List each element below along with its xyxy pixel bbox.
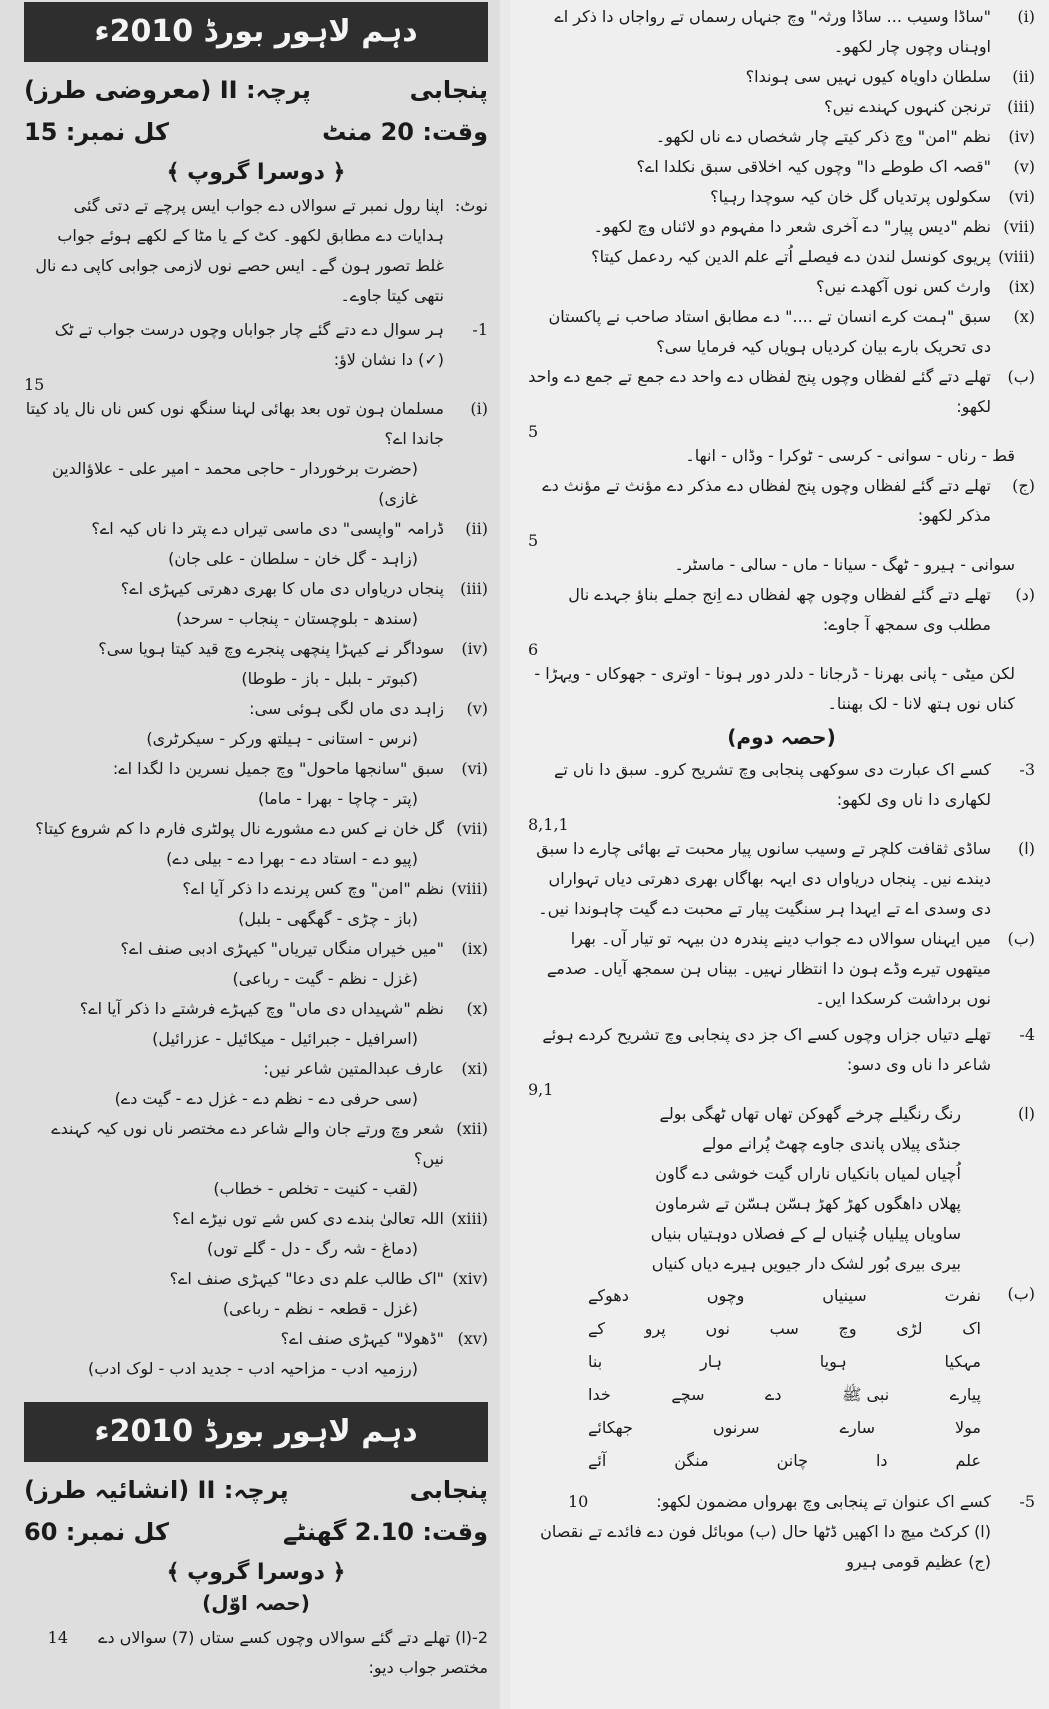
question-number: (xv) [457, 1329, 488, 1348]
total-marks-2: کل نمبر: 60 [24, 1518, 169, 1546]
mcq-question [24, 574, 488, 604]
answer-options: (پتر - چاچا - بھرا - ماما) [258, 789, 418, 808]
total-marks: کل نمبر: 15 [24, 118, 169, 146]
q2-marks: 14 [47, 1628, 68, 1647]
question-number: (ii) [465, 519, 488, 538]
short-question [528, 212, 1035, 242]
poem-word: نفرت [944, 1286, 981, 1305]
question-text: سوداگر نے کیہڑا پنچھی پنجرے وچ قید کیتا ہویا سی؟ [98, 639, 444, 658]
poem-line [528, 1411, 991, 1444]
poem-word: دے [765, 1385, 782, 1404]
part-b-words: قط - رناں - سوانی - کرسی - ٹوکرا - وڈاں - انھا۔ [685, 446, 1015, 465]
question-text: اللہ تعالیٰ بندے دی کس شے توں نیڑے اے؟ [172, 1209, 444, 1228]
question-number: (vii) [456, 819, 488, 838]
mcq-list [24, 394, 488, 1384]
question-text: نظم "امن" وچ ذکر کیتے چار شخصاں دے ناں لکھو۔ [655, 127, 991, 146]
subject-2: پنجابی [409, 1476, 488, 1504]
mcq-question [24, 694, 488, 724]
poem-word: سب [769, 1319, 799, 1338]
poem-line: ساویاں پیلیاں چُنیاں لے کے فصلاں دوہتیاں بنیاں [650, 1224, 961, 1243]
short-question [528, 242, 1035, 272]
poem-line [528, 1312, 991, 1345]
q3b-number: (ب) [1007, 929, 1035, 948]
poem-word: پرو [644, 1319, 666, 1338]
question-text: گل خان نے کس دے مشورے نال پولٹری فارم دا کم شروع کیتا؟ [35, 819, 444, 838]
poem-word: سینیاں [822, 1286, 867, 1305]
part-c-text: تھلے دتے گئے لفظاں وچوں پنج لفظاں دے مذکر دے مؤنث تے مؤنث دے مذکر لکھو: [542, 476, 991, 525]
question-text: نظم "شہیداں دی ماں" وچ کیہڑے فرشتے دا ذکر آیا اے؟ [79, 999, 444, 1018]
question-number: (xii) [456, 1119, 488, 1138]
answer-options: (کبوتر - بلبل - باز - طوطا) [241, 669, 418, 688]
answer-options: (حضرت برخوردار - حاجی محمد - امیر علی - علاؤالدین غازی) [51, 459, 418, 508]
note-text: اپنا رول نمبر تے سوالاں دے جواب ایس پرچے تے دتی گئی ہدایات دے مطابق لکھو۔ کٹ کے یا مٹا کے لکھے ہوئے جواب غلط تصور ہون گے۔ ایس حصے نوں لازمی جوابی کاپی دے نال نتھی کیتا جاوے۔ [35, 196, 444, 305]
q4b-poem [528, 1279, 991, 1477]
question-text: زاہد دی ماں لگی ہوئی سی: [249, 699, 444, 718]
poem-line [528, 1345, 991, 1378]
question-number: (vi) [1008, 187, 1035, 206]
group-heading-2: ﴿ دوسرا گروپ ﴾ [166, 1560, 346, 1585]
mcq-question [24, 994, 488, 1024]
q2-text: 2-(ا) تھلے دتے گئے سوالاں وچوں کسے ستاں (7) سوالاں دے مختصر جواب دیو: [98, 1628, 488, 1677]
question-number: (i) [1017, 7, 1035, 26]
q1-number: -1 [472, 320, 488, 339]
paper-type: پرچہ: II (معروضی طرز) [24, 76, 311, 104]
note-label: نوٹ: [454, 196, 488, 215]
short-question [528, 152, 1035, 182]
part-c-marks: 5 [528, 531, 539, 550]
answer-options: (باز - چڑی - گھگھی - بلبل) [238, 909, 418, 928]
question-text: "میں خیراں منگاں تیریاں" کیہڑی ادبی صنف اے؟ [120, 939, 444, 958]
mcq-question [24, 754, 488, 784]
poem-word: سارے [839, 1418, 875, 1437]
short-question [528, 302, 1035, 362]
question-text: "ساڈا وسیب ... ساڈا ورثہ" وچ جنہاں رسماں تے رواجاں دا ذکر اے اوہناں وچوں چار لکھو۔ [554, 7, 991, 56]
poem-line: پھلاں داھگوں کھڑ کھڑ ہسّن ہسّن تے شرماون [655, 1194, 961, 1213]
right-column [510, 0, 1049, 1709]
question-text: "اک طالب علم دی دعا" کیہڑی صنف اے؟ [169, 1269, 444, 1288]
poem-word: پیارے [949, 1385, 981, 1404]
short-question [528, 2, 1035, 62]
question-text: سلطان داویاہ کیوں نہیں سی ہوندا؟ [745, 67, 991, 86]
question-number: (ix) [1008, 277, 1035, 296]
mcq-question [24, 1204, 488, 1234]
mcq-question [24, 874, 488, 904]
poem-word: چانن [776, 1451, 809, 1470]
part-b-number: (ب) [1007, 367, 1035, 386]
poem-word: مولا [955, 1418, 981, 1437]
question-text: شعر وچ ورتے جان والے شاعر دے مختصر ناں نوں کیہ کہندے نیں؟ [51, 1119, 444, 1168]
section-two-heading: (حصہ دوم) [727, 725, 836, 749]
time-allowed: وقت: 20 منٹ [322, 118, 488, 146]
poem-word: علم [955, 1451, 981, 1470]
answer-options: (لقب - کنیت - تخلص - خطاب) [213, 1179, 418, 1198]
q4a-number: (ا) [1018, 1104, 1035, 1123]
q5-marks: 10 [568, 1492, 589, 1511]
question-text: ڈرامہ "واپسی" دی ماسی تیراں دے پتر دا ناں کیہ اے؟ [91, 519, 444, 538]
answer-options: (اسرافیل - جبرائیل - میکائیل - عزرائیل) [152, 1029, 418, 1048]
poem-word: خدا [588, 1385, 611, 1404]
mcq-question [24, 814, 488, 844]
question-number: (viii) [998, 247, 1035, 266]
question-text: وارث کس نوں آکھدے نیں؟ [816, 277, 991, 296]
question-number: (x) [466, 999, 488, 1018]
paper-type-2: پرچہ: II (انشائیہ طرز) [24, 1476, 289, 1504]
poem-word: مہکیا [944, 1352, 981, 1371]
question-number: (i) [470, 399, 488, 418]
q3a-number: (ا) [1018, 839, 1035, 858]
question-number: (ii) [1012, 67, 1035, 86]
question-number: (ix) [461, 939, 488, 958]
poem-word: دا [875, 1451, 888, 1470]
answer-options: (نرس - استانی - ہیلتھ ورکر - سیکرٹری) [146, 729, 418, 748]
poem-line [528, 1378, 991, 1411]
answer-options: (غزل - قطعہ - نظم - رباعی) [222, 1299, 418, 1318]
short-question [528, 92, 1035, 122]
q1-marks: 15 [24, 375, 45, 394]
short-question-list [528, 2, 1035, 362]
short-question [528, 272, 1035, 302]
q5-number: -5 [1019, 1492, 1035, 1511]
part-c-number: (ج) [1012, 476, 1035, 495]
poem-line: جنڈی پیلاں پاندی جاوے چھٹ پُرانے مولے [702, 1134, 961, 1153]
q4-marks: 9,1 [528, 1080, 554, 1099]
answer-options: (سندھ - بلوچستان - پنجاب - سرحد) [176, 609, 418, 628]
part-b-text: تھلے دتے گئے لفظاں وچوں پنج لفظاں دے واحد دے جمع تے جمع دے واحد لکھو: [528, 367, 991, 416]
q1-text: ہر سوال دے دتے گئے چار جواباں وچوں درست جواب تے ٹک (✓) دا نشان لاؤ: [54, 320, 444, 369]
question-number: (iv) [1008, 127, 1035, 146]
question-text: پنجاں دریاواں دی ماں کا بھری دھرتی کیہڑی اے؟ [120, 579, 444, 598]
question-text: نظم "دیس پیار" دے آخری شعر دا مفہوم دو لائناں وچ لکھو۔ [593, 217, 991, 236]
q3-number: -3 [1019, 760, 1035, 779]
question-text: سبق "سانجھا ماحول" وچ جمیل نسرین دا لگدا اے: [112, 759, 444, 778]
question-number: (iii) [1007, 97, 1035, 116]
poem-word: نوں [705, 1319, 730, 1338]
poem-line [528, 1279, 991, 1312]
answer-options: (رزمیہ ادب - مزاحیہ ادب - جدید ادب - لوک ادب) [88, 1359, 418, 1378]
answer-options: (دماغ - شہ رگ - دل - گلے توں) [207, 1239, 418, 1258]
poem-line [528, 1444, 991, 1477]
poem-line: اُچیاں لمیاں بانکیاں ناراں گیت خوشی دے گاون [655, 1164, 961, 1183]
poem-word: ہار [699, 1352, 722, 1371]
question-number: (v) [466, 699, 488, 718]
poem-word: اک [962, 1319, 981, 1338]
q3-marks: 8,1,1 [528, 815, 569, 834]
mcq-question [24, 634, 488, 664]
q4-number: -4 [1019, 1025, 1035, 1044]
question-number: (v) [1013, 157, 1035, 176]
poem-word: بنا [588, 1352, 603, 1371]
question-number: (iii) [460, 579, 488, 598]
left-column [0, 0, 500, 1709]
group-heading: ﴿ دوسرا گروپ ﴾ [166, 160, 346, 185]
question-text: پریوی کونسل لندن دے فیصلے اُتے علم الدین کیہ ردعمل کیتا؟ [591, 247, 991, 266]
question-text: سکولوں پرتدیاں گل خان کیہ سوچدا رہیا؟ [710, 187, 991, 206]
part-d-marks: 6 [528, 640, 539, 659]
part-b-marks: 5 [528, 422, 539, 441]
question-number: (viii) [451, 879, 488, 898]
mcq-question [24, 1054, 488, 1084]
answer-options: (زاہد - گل خان - سلطان - علی جان) [168, 549, 418, 568]
question-text: "قصہ اک طوطے دا" وچوں کیہ اخلاقی سبق نکلدا اے؟ [636, 157, 991, 176]
q3a-passage: ساڈی ثقافت کلچر تے وسیب سانوں پیار محبت تے بھائی چارے دا سبق دیندے نیں۔ پنجاں دریاواں دی ایہہ بھاگاں بھری دھرتی دیاں تہواراں دی وسدی اے تے ایہدا ہر سنگیت پیار تے محبت دے گیت چاہوندا نیں۔ [536, 839, 991, 918]
mcq-question [24, 934, 488, 964]
board-banner: دہم لاہور بورڈ 2010ء [24, 2, 488, 62]
q3-text: کسے اک عبارت دی سوکھی پنجابی وچ تشریح کرو۔ سبق دا ناں تے لکھاری دا ناں وی لکھو: [553, 760, 991, 809]
short-question [528, 122, 1035, 152]
poem-word: سچے [671, 1385, 705, 1404]
q4-text: تھلے دتیاں جزاں وچوں کسے اک جز دی پنجابی وچ تشریح کردے ہوئے شاعر دا ناں وی دسو: [542, 1025, 991, 1074]
poem-word: دھوکے [588, 1286, 629, 1305]
question-text: ترنجن کنہوں کہندے نیں؟ [824, 97, 991, 116]
question-text: "ڈھولا" کیہڑی صنف اے؟ [280, 1329, 444, 1348]
answer-options: (سی حرفی دے - نظم دے - غزل دے - گیت دے) [114, 1089, 418, 1108]
q4a-poem [528, 1099, 991, 1279]
poem-line: بیری بیری بُور لشک دار جیویں ہیرے دیاں کنیاں [651, 1254, 961, 1273]
question-text: مسلمان ہون توں بعد بھائی لہنا سنگھ نوں کس ناں نال یاد کیتا جاندا اے؟ [25, 399, 444, 448]
mcq-question [24, 394, 488, 454]
question-text: عارف عبدالمتین شاعر نیں: [263, 1059, 444, 1078]
part-c-words: سوانی - ہیرو - ٹھگ - سیانا - ماں - سالی - ماسٹر۔ [674, 555, 1015, 574]
section-one-heading: (حصہ اوّل) [202, 1591, 310, 1615]
poem-word: سرنوں [712, 1418, 760, 1437]
poem-word: وچ [838, 1319, 857, 1338]
mcq-question [24, 1264, 488, 1294]
question-number: (xi) [461, 1059, 488, 1078]
time-allowed-2: وقت: 2.10 گھنٹے [282, 1518, 488, 1546]
poem-line: رنگ رنگیلے چرخے گھوکن تھاں تھاں ٹھگی بولے [659, 1104, 961, 1123]
question-number: (vi) [461, 759, 488, 778]
q5-options-2: (ج) عظیم قومی ہیرو [846, 1552, 991, 1571]
poem-word: ہویا [819, 1352, 847, 1371]
poem-word: وچوں [706, 1286, 745, 1305]
mcq-question [24, 1324, 488, 1354]
part-d-words: لکن میٹی - پانی بھرنا - ڈرجانا - دلدر دور ہونا - اوتری - جھوکاں - ویہڑا - کناں نوں ہتھ لانا - لک بھننا۔ [534, 664, 1015, 713]
answer-options: (غزل - نظم - گیت - رباعی) [232, 969, 418, 988]
short-question [528, 62, 1035, 92]
poem-word: کے [588, 1319, 606, 1338]
question-number: (xiv) [452, 1269, 488, 1288]
poem-word: منگن [674, 1451, 709, 1470]
q5-text: کسے اک عنوان تے پنجابی وچ بھرواں مضمون لکھو: [656, 1492, 991, 1511]
q3b-passage: میں ایہناں سوالاں دے جواب دینے پندرہ دن بیہہ تو تیار آں۔ بھرا میتھوں تیرے وڈے ہون دا انتظار نہیں۔ بیناں ہن سمجھ آیاں۔ صدمے نوں برداشت کرسکدا ایں۔ [546, 929, 991, 1008]
poem-word: جھکائے [588, 1418, 633, 1437]
part-d-text: تھلے دتے گئے لفظاں وچوں چھ لفظاں دے اِنج جملے بناؤ جہدے نال مطلب وی سمجھ آ جاوے: [568, 585, 991, 634]
poem-word: آئے [588, 1451, 607, 1470]
mcq-question [24, 514, 488, 544]
question-number: (xiii) [451, 1209, 488, 1228]
question-text: نظم "امن" وچ کس پرندے دا ذکر آیا اے؟ [182, 879, 444, 898]
question-number: (iv) [461, 639, 488, 658]
question-number: (vii) [1003, 217, 1035, 236]
part-d-number: (د) [1015, 585, 1035, 604]
q5-options: (ا) کرکٹ میچ دا اکھیں ڈٹھا حال (ب) موبائل فون دے فائدے تے نقصان [540, 1522, 991, 1541]
subject: پنجابی [409, 76, 488, 104]
short-question [528, 182, 1035, 212]
answer-options: (پیو دے - استاد دے - بھرا دے - بیلی دے) [166, 849, 418, 868]
board-banner-2: دہم لاہور بورڈ 2010ء [24, 1402, 488, 1462]
mcq-question [24, 1114, 488, 1174]
poem-word: لڑی [896, 1319, 923, 1338]
question-text: سبق "ہمت کرے انسان تے ...." دے مطابق استاد صاحب نے پاکستان دی تحریک بارے بیان کردیاں ہویاں کیہ فرمایا سی؟ [548, 307, 991, 356]
poem-word: نبی ﷺ [842, 1385, 890, 1404]
question-number: (x) [1013, 307, 1035, 326]
q4b-number: (ب) [1007, 1284, 1035, 1303]
